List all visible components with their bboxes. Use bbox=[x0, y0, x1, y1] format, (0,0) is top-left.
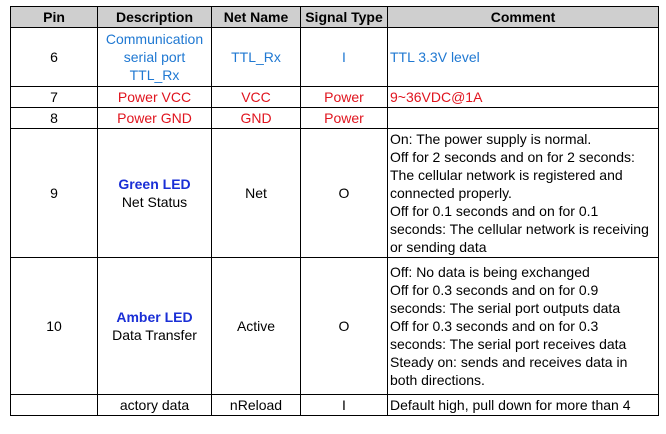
description-cell: actory data bbox=[98, 395, 212, 416]
signal-type-cell: I bbox=[301, 28, 388, 87]
led-subtitle: Data Transfer bbox=[112, 327, 197, 343]
header-description: Description bbox=[98, 7, 212, 28]
description-cell: Power GND bbox=[98, 108, 212, 129]
comment-cell bbox=[388, 258, 659, 395]
signal-type-cell: O bbox=[301, 129, 388, 258]
comment-line: On: The power supply is normal. bbox=[390, 131, 592, 147]
comment-line: seconds: The cellular network is receiving bbox=[390, 221, 649, 237]
comment-line: Off: No data is being exchanged bbox=[390, 264, 590, 280]
led-subtitle: Net Status bbox=[121, 194, 188, 210]
comment-cell bbox=[388, 108, 659, 129]
signal-type-cell: I bbox=[301, 395, 388, 416]
signal-type-cell: O bbox=[301, 258, 388, 395]
table-row bbox=[11, 28, 659, 87]
table-row bbox=[11, 129, 659, 258]
net-name-cell: Active bbox=[212, 258, 301, 395]
net-name-cell: VCC bbox=[212, 87, 301, 108]
pin-cell: 6 bbox=[11, 28, 98, 87]
pin-cell: 7 bbox=[11, 87, 98, 108]
net-name-cell: Net bbox=[212, 129, 301, 258]
comment-line: or sending data bbox=[390, 239, 487, 255]
description-cell: Power VCC bbox=[98, 87, 212, 108]
comment-line: Off for 0.3 seconds and on for 0.3 bbox=[390, 318, 599, 334]
comment-cell bbox=[388, 395, 659, 416]
comment-cell bbox=[388, 28, 659, 87]
table-row bbox=[11, 108, 659, 129]
comment-line: Off for 2 seconds and on for 2 seconds: bbox=[390, 149, 635, 165]
description-cell bbox=[98, 258, 212, 395]
pin-cell: 9 bbox=[11, 129, 98, 258]
comment-cell bbox=[388, 129, 659, 258]
description-line: serial port bbox=[123, 49, 186, 65]
description-line: Communication bbox=[105, 31, 204, 47]
comment-line: Off for 0.3 seconds and on for 0.9 bbox=[390, 282, 599, 298]
description-cell bbox=[98, 129, 212, 258]
comment-line: 9~36VDC@1A bbox=[390, 89, 483, 105]
pin-cell: 10 bbox=[11, 258, 98, 395]
description-line: TTL_Rx bbox=[129, 67, 180, 83]
comment-line: seconds: The serial port outputs data bbox=[390, 300, 621, 316]
signal-type-cell: Power bbox=[301, 87, 388, 108]
pin-cell bbox=[11, 395, 98, 416]
comment-line: seconds: The serial port receives data bbox=[390, 336, 627, 352]
comment-line: connected properly. bbox=[390, 185, 512, 201]
header-comment: Comment bbox=[388, 7, 659, 28]
description-cell bbox=[98, 28, 212, 87]
table-row bbox=[11, 395, 659, 416]
pin-cell: 8 bbox=[11, 108, 98, 129]
header-pin: Pin bbox=[11, 7, 98, 28]
table-row bbox=[11, 258, 659, 395]
comment-line: both directions. bbox=[390, 372, 485, 388]
comment-line: Steady on: sends and receives data in bbox=[390, 354, 628, 370]
comment-line: Off for 0.1 seconds and on for 0.1 bbox=[390, 203, 599, 219]
pin-definition-table bbox=[10, 6, 659, 416]
table-header-row bbox=[11, 7, 659, 28]
header-net-name: Net Name bbox=[212, 7, 301, 28]
net-name-cell: TTL_Rx bbox=[212, 28, 301, 87]
header-signal-type: Signal Type bbox=[301, 7, 388, 28]
net-name-cell: GND bbox=[212, 108, 301, 129]
comment-line: The cellular network is registered and bbox=[390, 167, 623, 183]
led-title: Green LED bbox=[118, 176, 191, 192]
comment-line: Default high, pull down for more than 4 bbox=[390, 397, 631, 413]
net-name-cell: nReload bbox=[212, 395, 301, 416]
signal-type-cell: Power bbox=[301, 108, 388, 129]
comment-cell bbox=[388, 87, 659, 108]
comment-line: TTL 3.3V level bbox=[390, 49, 480, 65]
table-row bbox=[11, 87, 659, 108]
led-title: Amber LED bbox=[116, 309, 193, 325]
